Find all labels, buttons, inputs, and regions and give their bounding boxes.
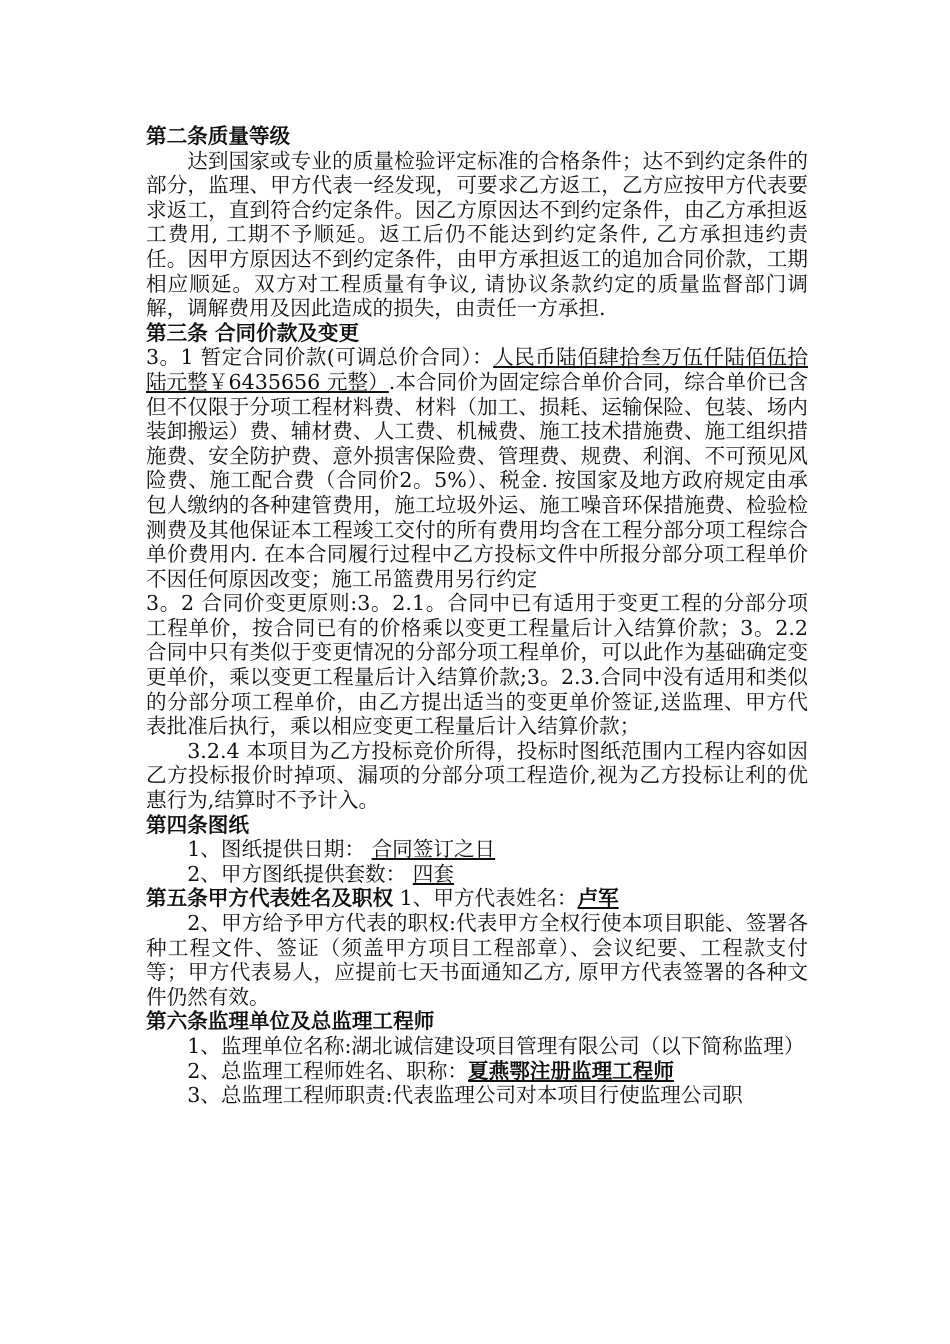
article-3-heading: 第三条 合同价款及变更 bbox=[146, 320, 360, 345]
owner-rep-authority: 2、甲方给予甲方代表的职权:代表甲方全权行使本项目职能、签署各种工程文件、签证（须盖甲方项目工程部章）、会议纪要、工程款支付等；甲方代表易人，应提前七天书面通知乙方, 原甲方代表签署的各种文件仍然有效。 bbox=[146, 911, 808, 1009]
owner-rep-name: 卢军 bbox=[577, 886, 619, 911]
chief-supervisor-value: 夏燕鄂注册监理工程师 bbox=[468, 1058, 674, 1083]
document-page bbox=[146, 124, 808, 1108]
article-2-body: 达到国家或专业的质量检验评定标准的合格条件；达不到约定条件的部分，监理、甲方代表一经发现，可要求乙方返工，乙方应按甲方代表要求返工，直到符合约定条件。因乙方原因达不到约定条件，由乙方承担返工费用, 工期不予顺延。返工后仍不能达到约定条件, 乙方承担违约责任。因甲方原因达不到约定条件，由甲方承担返工的追加合同价款，工期相应顺延。双方对工程质量有争议, 请协议条款约定的质量监督部门调解，调解费用及因此造成的损失，由责任一方承担. bbox=[146, 148, 808, 321]
article-3-paragraph-1 bbox=[146, 345, 808, 591]
chief-supervisor-line bbox=[146, 1059, 808, 1084]
owner-rep-label: 1、甲方代表姓名： bbox=[393, 886, 578, 911]
drawing-sets-value: 四套 bbox=[412, 861, 454, 886]
chief-supervisor-label: 2、总监理工程师姓名、职称： bbox=[187, 1058, 469, 1083]
contract-price-description: .本合同价为固定综合单价合同，综合单价已含但不仅限于分项工程材料费、材料（加工、损耗、运输保险、包装、场内装卸搬运）费、辅材费、人工费、机械费、施工技术措施费、施工组织措施费、安全防护费、意外损害保险费、管理费、规费、利润、不可预见风险费、施工配合费（合同价2。5%）、税金. 按国家及地方政府规定由承包人缴纳的各种建管费用，施工垃圾外运、施工噪音环保措施费、检验检测费及其他保证本工程竣工交付的所有费用均含在工程分部分项工程综合单价费用内. 在本合同履行过程中乙方投标文件中所报分部分项工程单价不因任何原因改变；施工吊篮费用另行约定 bbox=[146, 369, 808, 591]
contract-price-label: 3。1 暂定合同价款(可调总价合同）： bbox=[146, 345, 494, 370]
drawing-date-line bbox=[146, 837, 808, 862]
drawing-sets-line bbox=[146, 862, 808, 887]
article-5-line bbox=[146, 886, 808, 911]
supervision-company-line: 1、监理单位名称:湖北诚信建设项目管理有限公司（以下简称监理） bbox=[187, 1033, 805, 1058]
article-3-paragraph-3: 3.2.4 本项目为乙方投标竞价所得，投标时图纸范围内工程内容如因乙方投标报价时掉项、漏项的分部分项工程造价,视为乙方投标让利的优惠行为,结算时不予计入。 bbox=[146, 738, 808, 813]
article-2-heading: 第二条质量等级 bbox=[146, 124, 291, 148]
contract-price-amount: 人民币陆佰肆拾叁万伍仟陆佰伍拾陆元整￥6435656 元整） bbox=[146, 345, 809, 394]
chief-supervisor-duties: 3、总监理工程师职责:代表监理公司对本项目行使监理公司职 bbox=[187, 1083, 743, 1108]
article-6-heading: 第六条监理单位及总监理工程师 bbox=[146, 1009, 435, 1034]
drawing-sets-label: 2、甲方图纸提供套数： bbox=[187, 861, 407, 886]
article-3-paragraph-2: 3。2 合同价变更原则:3。2.1。合同中已有适用于变更工程的分部分项工程单价，按合同已有的价格乘以变更工程量后计入结算价款；3。2.2 合同中只有类似于变更情况的分部分项工程单价，可以此作为基础确定变更单价，乘以变更工程量后计入结算价款;3。2.3.合同中没有适用和类似的分部分项工程单价，由乙方提出适当的变更单价签证,送监理、甲方代表批准后执行，乘以相应变更工程量后计入结算价款； bbox=[146, 591, 808, 739]
article-5-heading: 第五条甲方代表姓名及职权 bbox=[146, 886, 394, 911]
drawing-date-label: 1、图纸提供日期： bbox=[187, 837, 366, 862]
drawing-date-value: 合同签订之日 bbox=[371, 837, 496, 862]
article-4-heading: 第四条图纸 bbox=[146, 812, 249, 837]
